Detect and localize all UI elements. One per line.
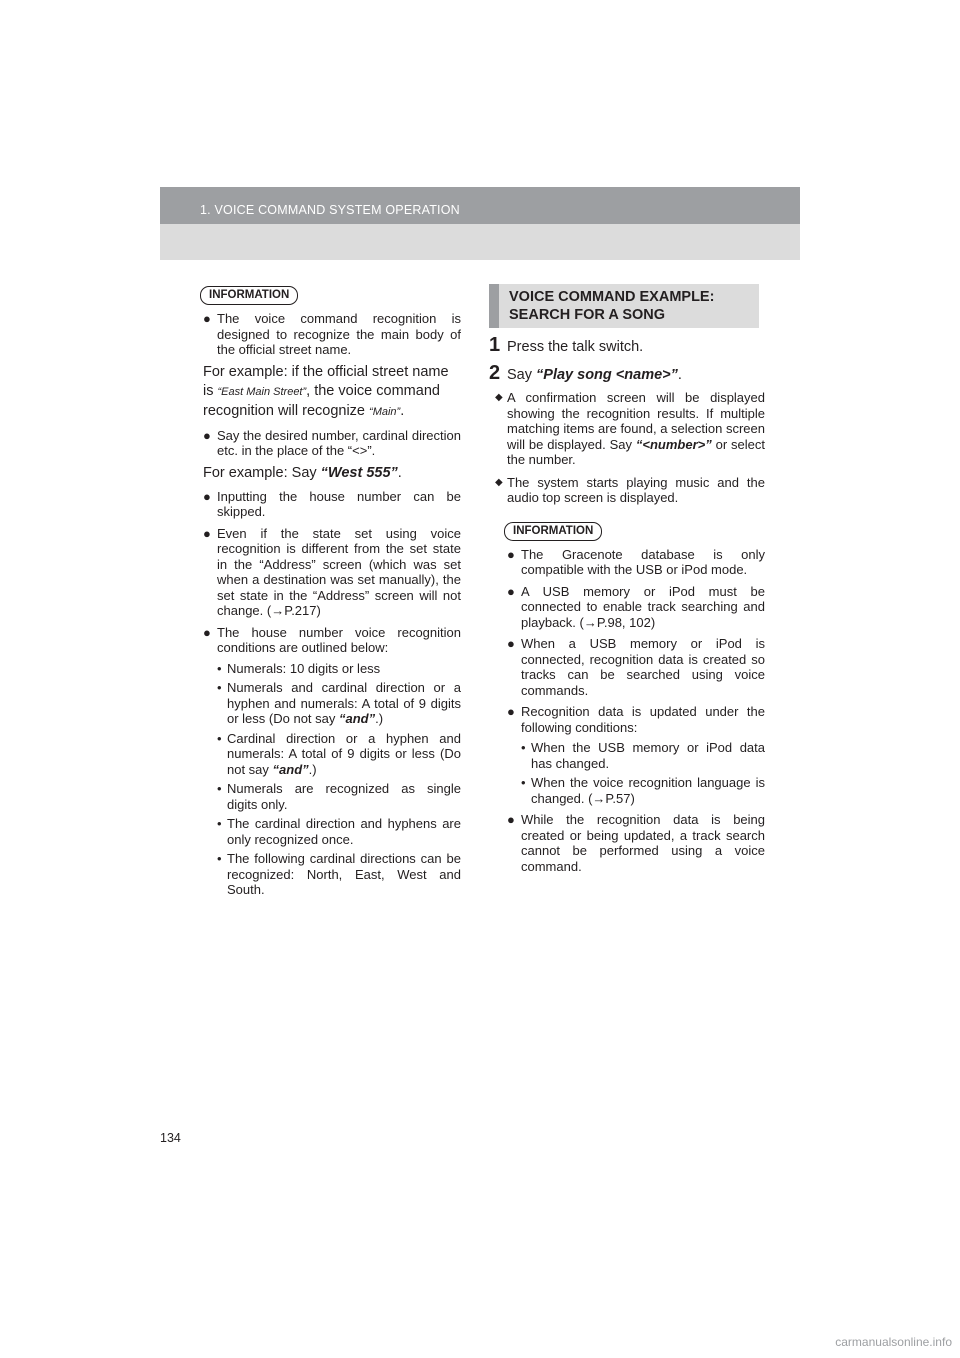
info-item-text: The house number voice recognition conditions are outlined below: [217, 624, 461, 655]
info-item [507, 636, 765, 698]
bullet-circle-icon: ● [507, 812, 515, 827]
bullet-circle-icon: ● [507, 636, 515, 651]
result-text-part: A confirmation screen will be displayed showing the recognition results. If multiple matching items are found, a selection screen will be displayed. Say [507, 390, 765, 452]
right-column [489, 284, 765, 874]
section-heading [499, 284, 714, 328]
left-column [203, 286, 461, 898]
list-item-text-part: .) [308, 761, 317, 777]
list-item-text: The following cardinal directions can be recognized: North, East, West and South. [227, 851, 461, 897]
example-phrase: “West 555” [320, 464, 398, 481]
list-item [521, 740, 765, 771]
list-item-text [227, 731, 461, 778]
list-item-text: When the USB memory or iPod data has changed. [531, 740, 765, 771]
info-item-text: Even if the state set using voice recognition is different from the set state in the “Address” screen (which was set when a destination was set manually), the set state in the “Address” screen will not change. (→P.217) [217, 525, 461, 618]
info-item [203, 428, 461, 459]
example-street-name [203, 363, 461, 422]
info-item [203, 489, 461, 520]
step-2 [489, 361, 765, 384]
info-item [507, 584, 765, 631]
list-item-text-part: Cardinal direction or a hyphen and numerals: A total of 9 digits or less (Do not say [227, 730, 461, 777]
info-item [507, 547, 765, 578]
header-strip [160, 187, 800, 224]
result-text-part: or select the number. [507, 436, 765, 467]
list-item [217, 816, 461, 847]
step-text-part: . [677, 366, 682, 383]
example-say [203, 464, 461, 483]
diamond-bullet-icon: ◆ [495, 392, 503, 403]
bullet-circle-icon: ● [203, 427, 211, 443]
condition-list [507, 740, 765, 806]
bullet-dot-icon: • [217, 660, 222, 676]
example-street: “East Main Street” [217, 385, 307, 398]
info-item-text: The Gracenote database is only compatible with the USB or iPod mode. [521, 546, 765, 577]
result-bullet [495, 475, 765, 506]
list-item-text: Numerals: 10 digits or less [227, 660, 381, 676]
example-text: For example: Say [203, 464, 317, 481]
watermark: carmanualsonline.info [835, 1335, 952, 1349]
list-item-text: The cardinal direction and hyphens are only recognized once. [227, 816, 461, 847]
section-header-title: 1. VOICE COMMAND SYSTEM OPERATION [200, 203, 460, 217]
section-heading-line: VOICE COMMAND EXAMPLE: [509, 289, 715, 305]
step-number: 2 [489, 361, 501, 384]
list-item [217, 781, 461, 812]
bullet-dot-icon: • [521, 740, 526, 755]
spacer [507, 506, 765, 522]
bullet-circle-icon: ● [203, 311, 211, 326]
example-text: . [397, 464, 402, 481]
page-number: 134 [160, 1131, 181, 1145]
info-item-text: While the recognition data is being created or being updated, a track search cannot be performed using a voice command. [521, 812, 765, 874]
bullet-dot-icon: • [217, 781, 222, 796]
info-item-text: Inputting the house number can be skipped. [217, 488, 461, 519]
number-phrase: “<number>” [635, 436, 712, 452]
info-item [507, 704, 765, 735]
section-heading-tab [489, 284, 499, 328]
result-bullet-text [507, 390, 765, 468]
result-bullet [495, 390, 765, 468]
step-text [507, 368, 682, 384]
information-badge: INFORMATION [200, 286, 298, 305]
step-text-part: Say [507, 366, 532, 383]
step-text: Press the talk switch. [507, 339, 644, 355]
info-item [507, 812, 765, 874]
info-item-text: The voice command recognition is designed to recognize the main body of the official street name. [217, 311, 461, 357]
list-item [217, 851, 461, 898]
bullet-dot-icon: • [217, 851, 222, 866]
example-text: . [400, 402, 405, 419]
step-number: 1 [489, 334, 501, 356]
bullet-circle-icon: ● [507, 546, 515, 562]
info-item-text: Say the desired number, cardinal direction etc. in the place of the “<>”. [217, 427, 461, 458]
section-heading-bar [489, 284, 759, 328]
bullet-dot-icon: • [217, 680, 222, 695]
result-bullet-text: The system starts playing music and the audio top screen is displayed. [507, 474, 765, 505]
emphasis-and: “and” [272, 761, 309, 777]
condition-list [203, 661, 461, 898]
bullet-circle-icon: ● [507, 583, 515, 599]
list-item-text [227, 680, 461, 727]
list-item [217, 731, 461, 778]
info-item-text: Recognition data is updated under the following conditions: [521, 704, 765, 735]
bullet-circle-icon: ● [203, 624, 211, 640]
information-badge: INFORMATION [504, 522, 602, 541]
bullet-circle-icon: ● [203, 525, 211, 541]
list-item-text-part: .) [375, 711, 384, 726]
info-item [203, 311, 461, 358]
step-phrase: “Play song <name>” [536, 366, 678, 383]
info-item-text: A USB memory or iPod must be connected to enable track searching and playback. (→P.98, 102) [521, 583, 765, 630]
header-band [160, 187, 800, 260]
diamond-bullet-icon: ◆ [495, 476, 503, 488]
list-item [521, 775, 765, 806]
info-item [203, 625, 461, 656]
info-item [203, 526, 461, 619]
emphasis-and: “and” [339, 711, 376, 726]
info-item-text: When a USB memory or iPod is connected, recognition data is created so tracks can be searched using voice commands. [521, 636, 765, 698]
example-text: , the voice command recognition will recognize [203, 382, 440, 419]
list-item [217, 680, 461, 727]
example-text: For example: if the official street name is [203, 363, 449, 399]
list-item [217, 661, 461, 677]
section-heading-line: SEARCH FOR A SONG [509, 307, 666, 323]
bullet-dot-icon: • [217, 816, 222, 831]
bullet-dot-icon: • [217, 730, 222, 746]
bullet-circle-icon: ● [507, 704, 515, 719]
list-item-text: When the voice recognition language is changed. (→P.57) [531, 775, 765, 806]
list-item-text: Numerals are recognized as single digits only. [227, 781, 461, 812]
list-item-text-part: Numerals and cardinal direction or a hyphen and numerals: A total of 9 digits or less (Do not say [227, 680, 461, 726]
bullet-dot-icon: • [521, 775, 526, 790]
example-main: “Main” [369, 405, 401, 418]
step-1 [489, 334, 765, 356]
bullet-circle-icon: ● [203, 488, 211, 504]
